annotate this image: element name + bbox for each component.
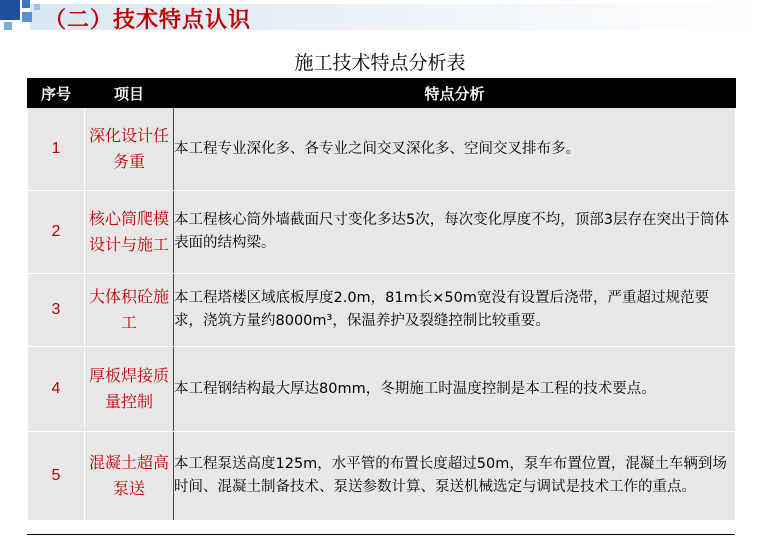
table-header-row [28, 79, 736, 108]
row-item: 深化设计任务重 [85, 108, 174, 191]
decor-square-icon [22, 0, 30, 8]
table-row [28, 191, 736, 274]
decor-square-icon [4, 22, 12, 30]
row-number: 1 [28, 108, 85, 191]
row-item: 混凝土超高泵送 [85, 432, 174, 521]
row-analysis: 本工程钢结构最大厚达80mm，冬期施工时温度控制是本工程的技术要点。 [174, 347, 736, 432]
row-number: 5 [28, 432, 85, 521]
row-number: 2 [28, 191, 85, 274]
table-row [28, 108, 736, 191]
column-header-item: 项目 [85, 79, 174, 108]
decor-square-icon [0, 0, 20, 20]
table-title: 施工技术特点分析表 [294, 52, 466, 74]
table-row [28, 347, 736, 432]
table-bottom-border [27, 534, 735, 535]
decor-square-icon [34, 4, 40, 10]
row-item: 厚板焊接质量控制 [85, 347, 174, 432]
row-item: 大体积砼施工 [85, 274, 174, 347]
table-row [28, 432, 736, 521]
analysis-table [27, 78, 736, 521]
row-number: 4 [28, 347, 85, 432]
row-analysis: 本工程塔楼区域底板厚度2.0m，81m长×50m宽没有设置后浇带，严重超过规范要求，浇筑方量约8000m³，保温养护及裂缝控制比较重要。 [174, 274, 736, 347]
row-analysis: 本工程核心筒外墙截面尺寸变化多达5次，每次变化厚度不均，顶部3层存在突出于筒体表面的结构梁。 [174, 191, 736, 274]
section-title: （二）技术特点认识 [44, 8, 252, 33]
column-header-no: 序号 [28, 79, 85, 108]
row-analysis: 本工程专业深化多、各专业之间交叉深化多、空间交叉排布多。 [174, 108, 736, 191]
row-number: 3 [28, 274, 85, 347]
section-header [0, 0, 760, 38]
row-item: 核心筒爬模设计与施工 [85, 191, 174, 274]
row-analysis: 本工程泵送高度125m，水平管的布置长度超过50m，泵车布置位置，混凝土车辆到场时间、混凝土制备技术、泵送参数计算、泵送机械选定与调试是技术工作的重点。 [174, 432, 736, 521]
decor-square-icon [22, 12, 32, 22]
column-header-analysis: 特点分析 [174, 79, 736, 108]
table-row [28, 274, 736, 347]
